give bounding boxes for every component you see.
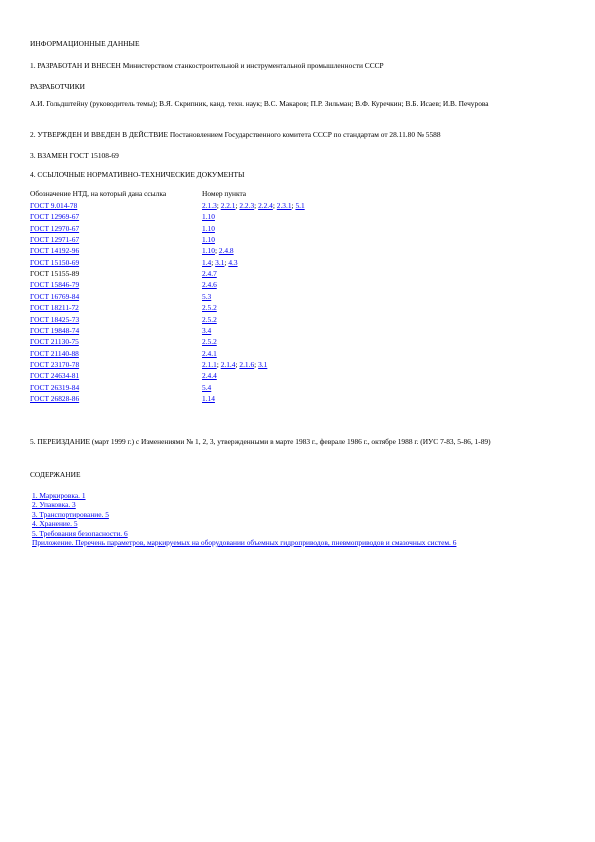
ref-point-link[interactable]: 5.4 — [202, 382, 212, 392]
ref-point-link[interactable]: 1.10 — [202, 223, 215, 233]
ref-points — [202, 370, 217, 381]
refs-table-row — [30, 234, 350, 246]
ref-doc-link[interactable]: ГОСТ 14192-96 — [30, 246, 80, 256]
ref-doc-link[interactable]: ГОСТ 15150-69 — [30, 257, 80, 267]
toc-link[interactable]: 5. Требования безопасности. 6 — [32, 528, 128, 538]
ref-doc-link[interactable]: ГОСТ 18211-72 — [30, 303, 79, 313]
ref-point-link[interactable]: 2.4.7 — [202, 269, 217, 279]
section-3: 3. ВЗАМЕН ГОСТ 15108-69 — [30, 151, 119, 160]
ref-point-link[interactable]: 2.1.1 — [202, 359, 217, 369]
ref-point-link[interactable]: 2.1.6 — [239, 359, 255, 369]
ref-points — [202, 268, 217, 279]
refs-table-header — [30, 188, 330, 200]
ref-doc-link[interactable]: ГОСТ 23170-78 — [30, 359, 80, 369]
ref-points — [202, 348, 217, 359]
ref-points — [202, 393, 215, 404]
toc-link[interactable]: 2. Упаковка. 3 — [32, 500, 76, 510]
refs-table-row — [30, 370, 350, 382]
ref-point-link[interactable]: 1.10 — [202, 246, 215, 256]
ref-points: 1.4; 3.1; 4.3 — [202, 257, 238, 267]
refs-col1-header: Обозначение НТД, на который дана ссылка — [30, 189, 167, 198]
ref-point-link[interactable]: 2.2.1 — [220, 201, 236, 210]
ref-doc-link[interactable]: ГОСТ 21130-75 — [30, 337, 79, 347]
ref-points — [202, 382, 211, 393]
toc-item — [32, 519, 532, 528]
toc-item — [32, 491, 532, 500]
refs-table-row — [30, 302, 350, 314]
ref-doc-link[interactable]: ГОСТ 12971-67 — [30, 235, 80, 245]
refs-table-row — [30, 336, 350, 348]
ref-doc-link[interactable]: ГОСТ 19848-74 — [30, 325, 80, 335]
ref-point-link[interactable]: 2.4.1 — [202, 348, 217, 358]
ref-points — [202, 325, 211, 336]
ref-doc-link[interactable]: ГОСТ 15846-79 — [30, 280, 80, 290]
refs-table-row — [30, 279, 350, 291]
ref-point-link[interactable]: 3.4 — [202, 325, 212, 335]
toc-link[interactable]: Приложение. Перечень параметров, маркируемых на оборудовании объемных гидроприводов, пневмоприводов и смазочных систем. 6 — [32, 538, 457, 548]
ref-point-link[interactable]: 5.1 — [295, 201, 305, 210]
refs-table-row — [30, 393, 350, 405]
toc-link[interactable]: 1. Маркировка. 1 — [32, 491, 86, 500]
ref-points — [202, 234, 215, 245]
refs-table-row — [30, 268, 350, 280]
refs-table-row — [30, 348, 350, 360]
ref-doc-link[interactable]: ГОСТ 12969-67 — [30, 212, 80, 222]
ref-points — [202, 211, 215, 222]
toc-link[interactable]: 3. Транспортирование. 5 — [32, 509, 109, 519]
refs-table-row — [30, 325, 350, 337]
developers-header: РАЗРАБОТЧИКИ — [30, 82, 85, 91]
developers-text: А.И. Гольдштейну (руководитель темы); В.Я. Скрипник, канд. техн. наук; В.С. Макаров; П.Р. Зильман; В.Ф. Куречкин; В.Б. Исаев; И.В. Печурова — [30, 99, 489, 108]
ref-doc-link[interactable]: ГОСТ 26828-86 — [30, 393, 80, 403]
ref-points — [202, 279, 217, 290]
refs-table-row — [30, 314, 350, 326]
ref-point-link[interactable]: 5.3 — [202, 291, 212, 301]
ref-doc-link: ГОСТ 15155-89 — [30, 269, 80, 279]
ref-doc-link[interactable]: ГОСТ 9.014-78 — [30, 201, 78, 210]
ref-point-link[interactable]: 2.2.4 — [258, 201, 273, 210]
table-of-contents — [32, 491, 532, 547]
refs-table-row — [30, 211, 350, 223]
ref-point-link[interactable]: 1.14 — [202, 393, 215, 403]
ref-point-link[interactable]: 3.1 — [258, 359, 268, 369]
toc-item — [32, 538, 532, 547]
ref-point-link[interactable]: 2.5.2 — [202, 314, 217, 324]
section-5: 5. ПЕРЕИЗДАНИЕ (март 1999 г.) с Изменениями № 1, 2, 3, утвержденными в марте 1983 г., феврале 1986 г., октябре 1988 г. (ИУС 7-83, 5-86, 1-89) — [30, 437, 491, 446]
ref-point-link[interactable]: 1.10 — [202, 212, 215, 222]
refs-col2-header: Номер пункта — [202, 189, 247, 198]
refs-table-row — [30, 359, 350, 371]
ref-doc-link[interactable]: ГОСТ 21140-88 — [30, 348, 79, 358]
toc-item — [32, 500, 532, 509]
refs-table-row — [30, 245, 350, 257]
ref-point-link[interactable]: 1.10 — [202, 235, 215, 245]
ref-point-link[interactable]: 2.5.2 — [202, 303, 217, 313]
ref-point-link[interactable]: 1.4 — [202, 257, 212, 267]
refs-table-row — [30, 382, 350, 394]
ref-point-link[interactable]: 2.5.2 — [202, 337, 217, 347]
ref-points — [202, 336, 217, 347]
refs-table-row — [30, 291, 350, 303]
ref-points: 2.1.1; 2.1.4; 2.1.6; 3.1 — [202, 359, 268, 369]
ref-points — [202, 302, 217, 313]
ref-points — [202, 314, 217, 325]
refs-table-row — [30, 257, 350, 269]
ref-doc-link[interactable]: ГОСТ 12970-67 — [30, 223, 80, 233]
ref-point-link[interactable]: 3.1 — [215, 257, 225, 267]
contents-header: СОДЕРЖАНИЕ — [30, 470, 81, 479]
toc-item — [32, 510, 532, 519]
ref-points: 1.10; 2.4.8 — [202, 246, 234, 256]
section-1: 1. РАЗРАБОТАН И ВНЕСЕН Министерством станкостроительной и инструментальной промышленности СССР — [30, 61, 384, 70]
ref-points: 2.1.3; 2.2.1; 2.2.3; 2.2.4; 2.3.1; 5.1 — [202, 201, 305, 210]
toc-item — [32, 529, 532, 538]
ref-doc-link[interactable]: ГОСТ 26319-84 — [30, 382, 80, 392]
ref-point-link[interactable]: 2.4.6 — [202, 280, 217, 290]
ref-point-link[interactable]: 2.3.1 — [276, 201, 292, 210]
toc-link[interactable]: 4. Хранение. 5 — [32, 519, 78, 529]
ref-point-link[interactable]: 2.2.3 — [239, 201, 255, 210]
refs-table-row — [30, 200, 350, 212]
ref-point-link[interactable]: 2.4.4 — [202, 371, 217, 381]
refs-table-row — [30, 223, 350, 235]
ref-point-link[interactable]: 2.4.8 — [218, 246, 234, 256]
section-4: 4. ССЫЛОЧНЫЕ НОРМАТИВНО-ТЕХНИЧЕСКИЕ ДОКУМЕНТЫ — [30, 170, 245, 179]
info-header: ИНФОРМАЦИОННЫЕ ДАННЫЕ — [30, 39, 140, 48]
ref-point-link[interactable]: 4.3 — [228, 257, 238, 267]
ref-point-link[interactable]: 2.1.3 — [202, 201, 217, 210]
ref-doc-link[interactable]: ГОСТ 18425-73 — [30, 314, 80, 324]
ref-point-link[interactable]: 2.1.4 — [220, 359, 236, 369]
ref-doc-link[interactable]: ГОСТ 24634-81 — [30, 371, 80, 381]
ref-doc-link[interactable]: ГОСТ 16769-84 — [30, 291, 80, 301]
ref-points — [202, 291, 211, 302]
section-2: 2. УТВЕРЖДЕН И ВВЕДЕН В ДЕЙСТВИЕ Постановлением Государственного комитета СССР по стандартам от 28.11.80 № 5588 — [30, 130, 441, 139]
ref-points — [202, 223, 215, 234]
